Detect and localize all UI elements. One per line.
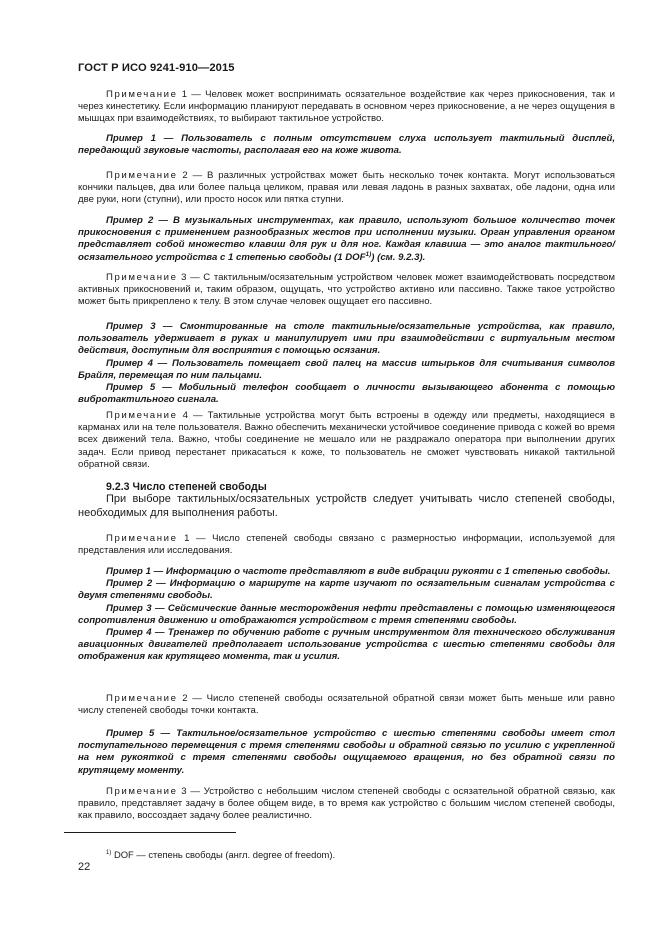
note-4 — [78, 410, 615, 471]
note-number: 1 — [181, 89, 188, 100]
note-number: 2 — [182, 693, 188, 704]
example-text: Пример 4 — Тренажер по обучению работе с ручным инструментом для технического обслуживания авиационных двигателей предполагает использование устройства с шестью степенями свободы для отображения как крутящего момента, так и усилия. — [78, 627, 615, 663]
footnote-text: DOF — степень свободы (англ. degree of freedom). — [111, 849, 336, 860]
example-text: Пример 3 — Сейсмические данные месторождения нефти представлены с помощью изменяющегося сопротивления движению и отображаются устройством с тремя степенями свободы. — [78, 602, 615, 626]
example-text: Пример 4 — Пользователь помещает свой палец на массив штырьков для считывания символов Брайля, перемещая по ним пальцами. — [78, 357, 615, 381]
footnote — [106, 849, 335, 860]
examples-group-b — [78, 566, 615, 664]
document-header: ГОСТ Р ИСО 9241-910—2015 — [78, 62, 235, 74]
note-text: — Человек может воспринимать осязательное воздействие как через прикосновения, так и через кинестетику. Если информацию планируют передавать в основном через прикосновение, а не через ощущения в мышцах при взаимодействиях, то выбирают тактильное устройство. — [78, 89, 615, 125]
example-c — [78, 728, 615, 777]
note-number: 4 — [182, 410, 188, 421]
example-text: Пример 5 — Мобильный телефон сообщает о личности вызывающего абонента с помощью вибротактильного сигнала. — [78, 382, 615, 406]
note-label: Примечание — [106, 170, 178, 181]
note-number: 3 — [181, 786, 187, 797]
note-text: — Число степеней свободы осязательной обратной связи может быть меньше или равно числу степеней свободы точки контакта. — [78, 693, 616, 717]
example-text: Пример 3 — Смонтированные на столе тактильные/осязательные устройства, как правило, пользователь удерживает в руках и манипулирует ими при взаимодействии с виртуальным местом действия, доступным для восприятия с помощью осязания. — [78, 321, 615, 357]
note-2 — [78, 170, 615, 207]
example-2 — [78, 215, 615, 264]
note-number: 1 — [184, 533, 190, 544]
note-b-2 — [78, 693, 615, 717]
example-1 — [78, 133, 615, 157]
note-label: Примечание — [106, 410, 178, 421]
note-number: 2 — [182, 170, 188, 181]
footnote-mark: 1) — [106, 849, 112, 856]
note-3 — [78, 272, 615, 309]
note-number: 3 — [181, 272, 187, 283]
footnote-divider — [64, 832, 236, 833]
example-text: Пример 1 — Пользователь с полным отсутствием слуха использует тактильный дисплей, передающий звуковые частоты, располагая его на коже живота. — [78, 133, 615, 157]
note-text: — Тактильные устройства могут быть встроены в одежду или предметы, находящиеся в карманах или на теле пользователя. Важно обеспечить механически устойчивое соединение привода с кожей во время всех движений тела. Важно, чтобы соединение не мешало или не раздражало оператора при выполнении других задач. Если привод перестанет прикасаться к коже, то пользователь не сможет чувствовать никакой тактильной обратной связи. — [78, 410, 615, 470]
example-tail: ) (см. 9.2.3). — [371, 251, 426, 263]
note-label: Примечание — [106, 533, 178, 544]
section-title: 9.2.3 Число степеней свободы — [106, 481, 267, 493]
note-1 — [78, 89, 615, 126]
note-label: Примечание — [106, 272, 178, 283]
note-text: — В различных устройствах может быть несколько точек контакта. Могут использоваться кончики пальцев, два или более пальца целиком, правая или левая ладонь в разных захватах, обе ладони, одна или две руки, ноги (ступни), или просто носок или пятка ступни. — [78, 170, 615, 206]
page-number: 22 — [78, 861, 91, 873]
section-intro: При выборе тактильных/осязательных устройств следует учитывать число степеней свободы, необходимых для выполнения работы. — [78, 493, 615, 519]
examples-group-a — [78, 321, 615, 406]
note-label: Примечание — [106, 693, 178, 704]
section-9-2-3 — [78, 481, 615, 520]
note-text: — Устройство с небольшим числом степеней свободы с осязательной обратной связью, как правило, представляет задачу в более общем виде, в то время как устройство с большим числом степеней свободы, как правило, воссоздает задачу более реалистично. — [78, 786, 616, 822]
note-text: — С тактильным/осязательным устройством человек может взаимодействовать посредством активных прикосновений и, таким образом, ощущать, что устройство активно или пассивно. Также такое устройство может быть прикреплено к телу. В этом случае человек ощущает его пассивно. — [78, 272, 615, 308]
note-b-3 — [78, 786, 615, 823]
example-text: Пример 1 — Информацию о частоте представляют в виде вибрации рукояти с 1 степенью свободы. — [106, 566, 611, 577]
note-label: Примечание — [106, 89, 178, 100]
example-text: Пример 5 — Тактильное/осязательное устройство с шестью степенями свободы имеет стол поступательного перемещения с тремя степенями свободы и обратной связью по усилию с укрепленной на нем рукояткой с тремя степенями свободы ощущаемого вращения, но без обратной связи по крутящему моменту. — [78, 728, 615, 776]
example-text: Пример 2 — В музыкальных инструментах, как правило, используют большое количество точек прикосновения с применением разнообразных жестов при исполнении музыки. Орган управления органом представляет собой множество клавиш для рук и для ног. Каждая клавиша — это аналог тактильного/осязательного устройства с 1 степенью свободы (1 DOF — [78, 215, 615, 263]
example-text: Пример 2 — Информацию о маршруте на карте изучают по осязательным сигналам устройства с двумя степенями свободы. — [78, 578, 615, 602]
footnote-ref: 1) — [365, 250, 372, 258]
note-label: Примечание — [106, 786, 178, 797]
note-text: — Число степеней свободы связано с размерностью информации, используемой для представления или исследования. — [78, 533, 615, 557]
note-b-1 — [78, 533, 615, 557]
